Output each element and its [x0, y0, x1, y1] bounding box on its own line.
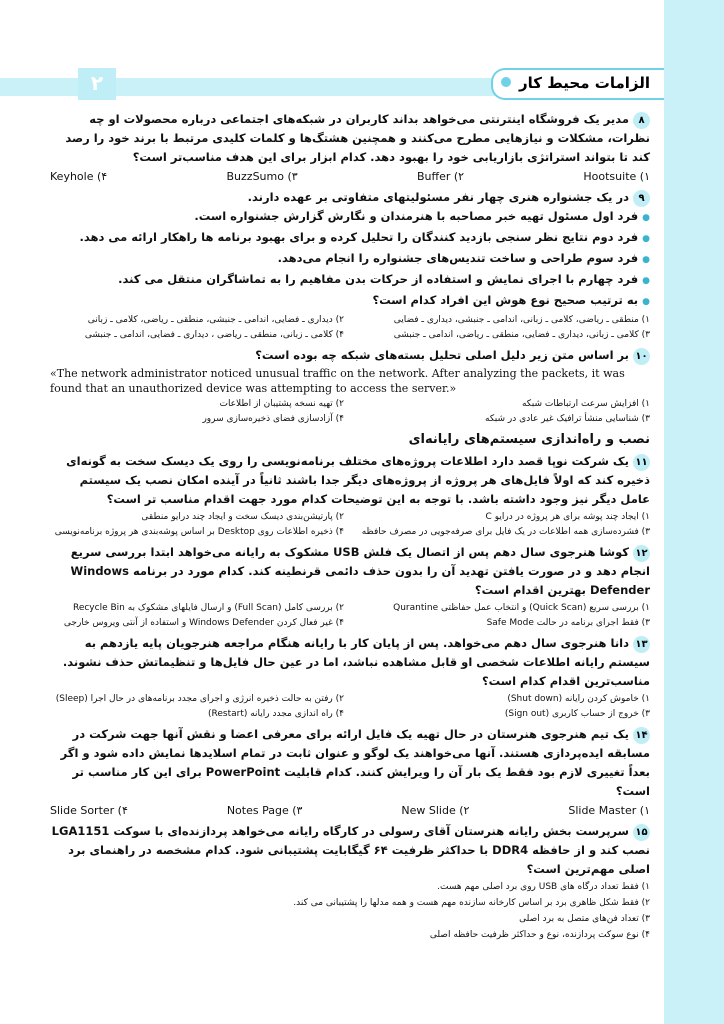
option-2[interactable]: ۲) پارتیشن‌بندی دیسک سخت و ایجاد چند درایو منطقی — [141, 512, 344, 522]
option-3[interactable]: ۳) Notes Page — [226, 804, 303, 817]
option-1[interactable]: ۱) Slide Master — [568, 804, 650, 817]
option-2[interactable]: ۲) Buffer — [416, 170, 465, 183]
option-1[interactable]: ۱) فقط تعداد درگاه های USB روی برد اصلی مهم هست. — [437, 882, 650, 892]
question-12-options — [50, 601, 650, 631]
option-3[interactable]: ۳) فقط اجرای برنامه در حالت Safe Mode — [486, 618, 650, 628]
question-9 — [50, 188, 650, 207]
option-1[interactable]: ۱) بررسی سریع (Quick Scan) و انتخاب عمل حفاظتی Qurantine — [393, 603, 650, 613]
option-3[interactable]: ۳) شناسایی منشأ ترافیک غیر عادی در شبکه — [485, 414, 650, 424]
option-2[interactable]: ۲) تهیه نسخه پشتیبان از اطلاعات — [219, 399, 344, 409]
question-text: سرپرست بخش رایانه هنرستان آقای رسولی در کارگاه رایانه می‌خواهد پردازنده‌ای با سوکت LGA1151 نصب کند و از حافظه DDR4 با حداکثر ظرفیت ۶۴ گیگابایت پشتیبانی شود. کدام مشخصه در راهنمای برد اصلی مهم‌ترین است؟ — [51, 824, 650, 876]
bullet-dot-icon — [501, 77, 511, 87]
option-4[interactable]: ۴) نوع سوکت پردازنده، نوع و حداکثر ظرفیت حافظه اصلی — [429, 930, 650, 940]
question-8-options — [50, 168, 650, 185]
option-4[interactable]: ۴) کلامی ـ زبانی، منطقی ـ ریاضی ، دیداری ـ فضایی، اندامی ـ جنبشی — [84, 330, 344, 340]
question-text: بر اساس متن زیر دلیل اصلی تحلیل بسته‌های شبکه چه بوده است؟ — [255, 348, 629, 362]
question-14 — [50, 725, 650, 801]
option-1[interactable]: ۱) منطقی ـ ریاضی، کلامی ـ زبانی، اندامی ـ جنبشی، دیداری ـ فضایی — [393, 315, 650, 325]
question-number: ۹ — [633, 190, 650, 207]
option-2[interactable]: ۲) دیداری ـ فضایی، اندامی ـ جنبشی، منطقی ـ ریاضی، کلامی ـ زبانی — [87, 315, 344, 325]
option-3[interactable]: ۳) خروج از حساب کاربری (Sign out) — [504, 709, 650, 719]
question-11 — [50, 452, 650, 509]
question-15 — [50, 822, 650, 879]
question-number: ۱۲ — [633, 545, 650, 562]
question-13-options — [50, 692, 650, 722]
english-passage: «The network administrator noticed unusual traffic on the network. After analyzing the packets, it was found that an unauthorized device was attempting to access the server.» — [50, 367, 625, 395]
question-number: ۱۳ — [633, 636, 650, 653]
option-4[interactable]: ۴) آزادسازی فضای ذخیره‌سازی سرور — [202, 414, 344, 424]
list-item: ● فرد دوم نتایج نظر سنجی بازدید کنندگان را تحلیل کرده و برای بهبود برنامه ها راهکار ارائه می دهد. — [50, 228, 650, 249]
option-1[interactable]: ۱) Hootsuite — [583, 170, 650, 183]
option-3[interactable]: ۳) BuzzSumo — [226, 170, 298, 183]
right-margin-bar — [664, 0, 724, 1024]
question-text: یک شرکت نوپا قصد دارد اطلاعات پروژه‌های مختلف برنامه‌نویسی را روی یک دیسک سخت به گونه‌ای ذخیره کند که اولاً فایل‌های هر پروژه از پروژه‌های دیگر جدا باشند ثانیاً در آینده امکان نصب یک سیستم عامل دیگر نیز وجود داشته باشد. با توجه به این توضیحات کدام مورد جهت اقدام مناسب تر است؟ — [66, 454, 650, 506]
option-4[interactable]: ۴) غیر فعال کردن Windows Defender و استفاده از آنتی ویروس خارجی — [63, 618, 344, 628]
list-item: ● فرد سوم طراحی و ساخت تندیس‌های جشنواره را انجام می‌دهد. — [50, 249, 650, 270]
question-10-options — [50, 397, 650, 427]
option-3[interactable]: ۳) تعداد فن‌های متصل به برد اصلی — [519, 914, 650, 924]
question-number: ۱۰ — [633, 348, 650, 365]
question-number: ۱۱ — [633, 454, 650, 471]
question-13 — [50, 634, 650, 691]
question-12 — [50, 543, 650, 600]
question-text: دانا هنرجوی سال دهم می‌خواهد. پس از پایان کار با رایانه هنگام مراجعه هنرجویان پایه یازدهم به سیستم رایانه اطلاعات شخصی او قابل مشاهده نباشد، اما در عین حال فایل‌ها و تنظیماتش حذف نشوند. مناسب‌ترین اقدام کدام است؟ — [62, 636, 650, 688]
question-text: مدیر یک فروشگاه اینترنتی می‌خواهد بداند کاربران در شبکه‌های اجتماعی درباره محصولات او چه نظرات، مشکلات و نیازهایی مطرح می‌کنند و همچنین هشتگ‌ها و کلمات کلیدی مرتبط با برند خود را رصد کند تا بتواند استراتژی بازاریابی خود را بهبود دهد. کدام ابزار برای این هدف مناسب‌تر است؟ — [65, 112, 650, 164]
question-9-options — [50, 313, 650, 343]
question-number: ۸ — [633, 112, 650, 129]
page-header — [0, 68, 664, 108]
chapter-title — [491, 68, 664, 100]
option-4[interactable]: ۴) راه اندازی مجدد رایانه (Restart) — [207, 709, 344, 719]
option-4[interactable]: ۴) Keyhole — [50, 170, 108, 183]
question-text: کوشا هنرجوی سال دهم پس از اتصال یک فلش USB مشکوک به رایانه می‌خواهد ابتدا بررسی سریع انجام دهد و در صورت یافتن تهدید آن را بدون حذف دائمی قرنطینه کند. کدام مورد در برنامه Windows Defender بهترین اقدام است؟ — [70, 545, 650, 597]
option-2[interactable]: ۲) فقط شکل ظاهری برد بر اساس کارخانه سازنده مهم هست و همه مدلها را پشتیبانی می کند. — [293, 898, 650, 908]
question-number: ۱۵ — [633, 824, 650, 841]
option-2[interactable]: ۲) New Slide — [401, 804, 470, 817]
question-content — [50, 110, 650, 943]
option-1[interactable]: ۱) ایجاد چند پوشه برای هر پروژه در درایو C — [485, 512, 650, 522]
option-3[interactable]: ۳) کلامی ـ زبانی، دیداری ـ فضایی، منطقی ـ ریاضی، اندامی ـ جنبشی — [393, 330, 650, 340]
option-2[interactable]: ۲) بررسی کامل (Full Scan) و ارسال فایلهای مشکوک به Recycle Bin — [72, 603, 344, 613]
list-item: ● فرد چهارم با اجرای نمایش و استفاده از حرکات بدن مفاهیم را به تماشاگران منتقل می کند. — [50, 270, 650, 291]
option-4[interactable]: ۴) ذخیره اطلاعات روی Desktop بر اساس پوشه‌بندی هر پروژه برنامه‌نویسی — [54, 527, 344, 537]
list-item: ● به ترتیب صحیح نوع هوش این افراد کدام است؟ — [50, 291, 650, 312]
option-2[interactable]: ۲) رفتن به حالت ذخیره انرژی و اجرای مجدد برنامه‌های در حال اجرا (Sleep) — [55, 694, 344, 704]
page-number: ۲ — [78, 68, 116, 100]
option-1[interactable]: ۱) خاموش کردن رایانه (Shut down) — [507, 694, 650, 704]
chapter-title-text: الزامات محیط کار — [519, 74, 650, 92]
question-text: یک تیم هنرجوی هنرستان در حال تهیه یک فایل ارائه برای معرفی اعضا و نقش آنها جهت شرکت در مسابقه ایده‌پردازی هستند. آنها می‌خواهند یک لوگو و عنوان ثابت در تمام اسلایدها نمایش داده شود و اگر بعداً تغییری لازم بود فقط یک بار آن را ویرایش کنند. کدام قابلیت PowerPoint برای این کار مناسب تر است؟ — [60, 727, 650, 798]
question-10 — [50, 346, 650, 365]
question-14-options — [50, 802, 650, 819]
question-8 — [50, 110, 650, 167]
option-1[interactable]: ۱) افزایش سرعت ارتباطات شبکه — [521, 399, 650, 409]
option-3[interactable]: ۳) فشرده‌سازی همه اطلاعات در یک فایل برای صرفه‌جویی در مصرف حافظه — [361, 527, 650, 537]
question-11-options — [50, 510, 650, 540]
section-title: نصب و راه‌اندازی سیستم‌های رایانه‌ای — [408, 432, 650, 447]
question-text: در یک جشنواره هنری چهار نفر مسئولیتهای متفاوتی بر عهده دارند. — [247, 190, 629, 204]
list-item: ● فرد اول مسئول تهیه خبر مصاحبه با هنرمندان و نگارش گزارش جشنواره است. — [50, 207, 650, 228]
question-number: ۱۴ — [633, 727, 650, 744]
option-4[interactable]: ۴) Slide Sorter — [50, 804, 128, 817]
